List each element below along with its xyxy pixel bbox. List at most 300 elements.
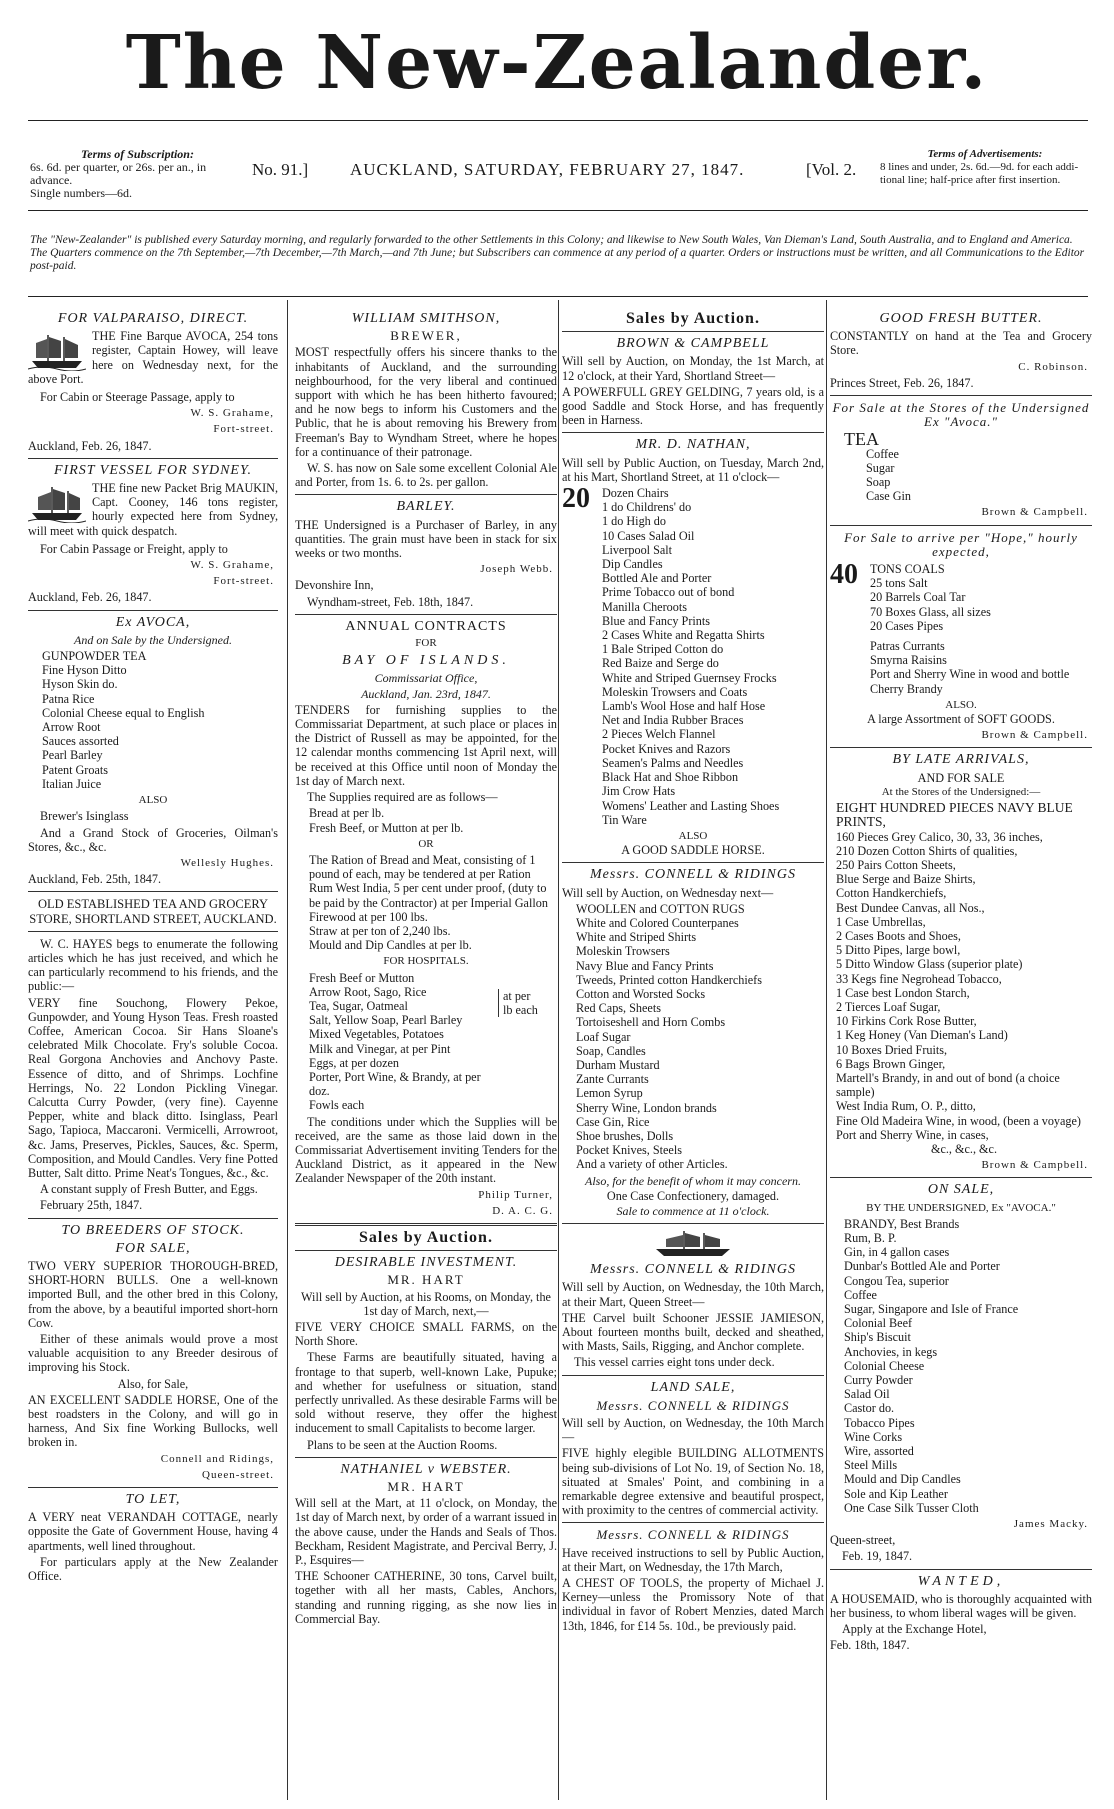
list-item: Navy Blue and Fancy Prints	[576, 958, 714, 973]
list-item: Best Dundee Canvas, all Nos.,	[836, 900, 985, 915]
list-item: TONS COALS	[870, 562, 945, 577]
bracket-label: lb each	[503, 1002, 538, 1017]
list-item: &c., &c., &c.	[931, 1141, 997, 1156]
avoca-heading: Ex AVOCA,	[115, 614, 191, 630]
list-item: Dozen Chairs	[602, 486, 669, 501]
list-item: 6 Bags Brown Ginger,	[836, 1056, 946, 1071]
sydney-heading: FIRST VESSEL FOR SYDNEY.	[54, 462, 252, 478]
divider	[830, 525, 1092, 526]
nathan-heading: MR. D. NATHAN,	[635, 437, 751, 453]
tools-text: Have received instructions to sell by Public Auction, at their Mart, on Wednesday, the 17th March,	[562, 1545, 824, 1574]
barley-address-2: Wyndham-street, Feb. 18th, 1847.	[307, 594, 474, 609]
list-item: Sugar	[866, 460, 895, 475]
contracts-place: BAY OF ISLANDS.	[342, 653, 510, 669]
list-item: Prime Tobacco out of bond	[602, 585, 735, 600]
breeders-text-3: AN EXCELLENT SADDLE HORSE, One of the best roadsters in the Colony, and will go in harness, And Six fine Working Bullocks, well broken in.	[28, 1392, 278, 1450]
list-item: Shoe brushes, Dolls	[576, 1128, 674, 1143]
list-item: Mixed Vegetables, Potatoes	[309, 1027, 444, 1042]
contracts-title: D. A. C. G.	[492, 1204, 553, 1217]
tools-text-2: A CHEST OF TOOLS, the property of Michael J. Kerney—unless the Promissory Note of that individual in favor of Robert Menzies, dated March 13th, 1846, for £14 5s. 10d., be previously paid.	[562, 1576, 824, 1633]
list-item: Dip Candles	[602, 557, 663, 572]
list-item: Colonial Beef	[844, 1316, 913, 1331]
list-item: Fine Hyson Ditto	[42, 663, 127, 678]
advertisement-line-2: tional line; half-price after first insertion.	[880, 174, 1061, 186]
breeders-also: Also, for Sale,	[117, 1376, 189, 1391]
land-sale-text-2: FIVE highly elegible BUILDING ALLOTMENTS being sub-divisions of Lot No. 19, of Section No. 18, situated at Smales' Point, and combining in a remarkable degree extensive and beautiful prospect, with proximity to the centres of commercial activity.	[562, 1446, 824, 1518]
sydney-date: Auckland, Feb. 26, 1847.	[28, 590, 152, 605]
on-sale-sub: BY THE UNDERSIGNED, Ex "AVOCA."	[866, 1201, 1056, 1214]
connell-heading-2: Messrs. CONNELL & RIDINGS	[590, 1262, 796, 1278]
barley-address-1: Devonshire Inn,	[295, 578, 374, 593]
list-item: Tweeds, Printed cotton Handkerchiefs	[576, 972, 762, 987]
list-item: Anchovies, in kegs	[844, 1344, 938, 1359]
list-item: BRANDY, Best Brands	[844, 1216, 960, 1231]
late-arrivals-items	[836, 801, 1092, 1156]
list-item: Pearl Barley	[42, 748, 103, 763]
list-item: Durham Mustard	[576, 1057, 660, 1072]
list-item: Bread at per lb.	[309, 806, 385, 821]
hospitals-heading: FOR HOSPITALS.	[383, 955, 469, 968]
list-item: Arrow Root	[42, 720, 101, 735]
list-item: Case Gin	[866, 489, 912, 504]
connell-time: Sale to commence at 11 o'clock.	[616, 1203, 770, 1218]
divider	[28, 1487, 278, 1488]
grocery-date: February 25th, 1847.	[40, 1198, 143, 1213]
list-item: Coffee	[866, 446, 899, 461]
column-rule-2	[558, 300, 559, 1800]
connell-heading-3: Messrs. CONNELL & RIDINGS	[596, 1527, 790, 1543]
divider	[830, 747, 1092, 748]
list-item: Ship's Biscuit	[844, 1330, 911, 1345]
avoca-date: Auckland, Feb. 25th, 1847.	[28, 872, 162, 887]
divider	[562, 432, 824, 433]
ship-icon	[28, 483, 86, 523]
contracts-items	[309, 806, 557, 834]
sydney-apply: For Cabin Passage or Freight, apply to	[40, 541, 228, 556]
schooner-text: THE Carvel built Schooner JESSIE JAMIESON, About fourteen months built, decked and sheathed, with Masts, Sails, Rigging, and Anchor complete.	[562, 1310, 824, 1354]
contracts-office: Commissariat Office,	[374, 671, 478, 686]
list-item: Mould and Dip Candles at per lb.	[309, 938, 472, 953]
list-item: Tin Ware	[602, 812, 647, 827]
column-rule-3	[826, 300, 827, 1800]
list-item: WOOLLEN and COTTON RUGS	[576, 901, 745, 916]
list-item: Steel Mills	[844, 1458, 898, 1473]
list-item: Fine Old Madeira Wine, in wood, (been a voyage)	[836, 1113, 1081, 1128]
on-sale-signature: James Macky.	[1013, 1518, 1088, 1531]
list-item: 250 Pairs Cotton Sheets,	[836, 857, 956, 872]
hope-signature: Brown & Campbell.	[981, 729, 1088, 742]
list-item: Sauces assorted	[42, 734, 119, 749]
connell-items	[576, 902, 824, 1172]
avoca-stores-items	[844, 429, 1092, 504]
list-item: Straw at per ton of 2,240 lbs.	[309, 923, 451, 938]
list-item: Colonial Cheese equal to English	[42, 705, 205, 720]
divider	[562, 862, 824, 863]
contracts-conditions: The conditions under which the Supplies will be received, are the same as those laid down in the Commissariat Advertisement inviting Tenders for the Auckland District, as it appeared in the New Zealander Newspaper of the 20th instant.	[295, 1114, 557, 1186]
list-item: 2 Pieces Welch Flannel	[602, 727, 716, 742]
valparaiso-heading: FOR VALPARAISO, DIRECT.	[57, 311, 249, 326]
list-item: Patna Rice	[42, 691, 95, 706]
list-item: 10 Boxes Dried Fruits,	[836, 1042, 948, 1057]
list-item: 20 Cases Pipes	[870, 618, 944, 633]
connell-confectionery: One Case Confectionery, damaged.	[606, 1188, 780, 1203]
list-item: 1 do Childrens' do	[602, 500, 692, 515]
list-item: EIGHT HUNDRED PIECES NAVY BLUE PRINTS,	[836, 800, 1073, 830]
nathan-items	[602, 486, 824, 827]
wanted-apply: Apply at the Exchange Hotel,	[842, 1622, 987, 1637]
list-item: Blue Serge and Baize Shirts,	[836, 872, 976, 887]
bracket-label: at per	[503, 988, 531, 1003]
investment-farms: FIVE VERY CHOICE SMALL FARMS, on the North Shore.	[295, 1320, 557, 1349]
connell-heading-1: Messrs. CONNELL & RIDINGS	[590, 867, 796, 883]
list-item: Tobacco Pipes	[844, 1415, 915, 1430]
list-item: Blue and Fancy Prints	[602, 613, 710, 628]
list-item: 1 Case Umbrellas,	[836, 914, 926, 929]
list-item: White and Colored Counterpanes	[576, 915, 739, 930]
sydney-text: THE fine new Packet Brig MAUKIN, Capt. Cooney, 146 tons register, hourly expected here from Sydney, will meet with quick despatch.	[28, 481, 278, 538]
list-item: 1 do High do	[602, 514, 666, 529]
list-item: Manilla Cheroots	[602, 599, 687, 614]
list-item: Colonial Cheese	[844, 1358, 925, 1373]
list-item: Mould and Dip Candles	[844, 1472, 961, 1487]
advertisement-heading: Terms of Advertisements:	[927, 148, 1043, 160]
list-item: Milk and Vinegar, at per Pint	[309, 1041, 451, 1056]
on-sale-items	[844, 1217, 1092, 1515]
divider	[562, 1223, 824, 1224]
connell-text-1: Will sell by Auction, on Wednesday next—	[562, 885, 774, 900]
gelding-text-2: A POWERFULL GREY GELDING, 7 years old, is a good Saddle and Stock Horse, and has frequently been in Harness.	[562, 384, 824, 428]
valparaiso-address: Fort-street.	[213, 423, 274, 436]
list-item: Arrow Root, Sago, Rice	[309, 984, 427, 999]
list-item: 1 Bale Striped Cotton do	[602, 642, 724, 657]
list-item: And a variety of other Articles.	[576, 1157, 728, 1172]
list-item: GUNPOWDER TEA	[42, 649, 147, 664]
divider	[295, 494, 557, 495]
list-item: Moleskin Trowsers and Coats	[602, 684, 748, 699]
investment-plans: Plans to be seen at the Auction Rooms.	[307, 1437, 498, 1452]
contracts-signature: Philip Turner,	[478, 1188, 553, 1201]
butter-signature: C. Robinson.	[1018, 360, 1088, 373]
list-item: Soap	[866, 475, 891, 490]
list-item: 5 Ditto Pipes, large bowl,	[836, 943, 961, 958]
subscription-line-1: 6s. 6d. per quarter, or 26s. per an., in advance.	[30, 160, 207, 187]
list-item: Martell's Brandy, in and out of bond (a choice sample)	[836, 1070, 1060, 1100]
list-item: Wire, assorted	[844, 1444, 914, 1459]
list-item: 1 Keg Honey (Van Dieman's Land)	[836, 1028, 1008, 1043]
divider	[830, 1177, 1092, 1178]
contracts-items-2	[309, 853, 557, 952]
to-let-text: A VERY neat VERANDAH COTTAGE, nearly opposite the Gate of Government House, having 4 apartments, well lined throughout.	[28, 1510, 278, 1553]
valparaiso-apply: For Cabin or Steerage Passage, apply to	[40, 390, 235, 405]
list-item: 10 Firkins Cork Rose Butter,	[836, 1014, 977, 1029]
land-sale-auctioneer: Messrs. CONNELL & RIDINGS	[596, 1397, 790, 1413]
list-item: Eggs, at per dozen	[309, 1055, 400, 1070]
barley-signature: Joseph Webb.	[480, 563, 553, 576]
smithson-heading: WILLIAM SMITHSON,	[351, 311, 501, 326]
brown-campbell-heading: BROWN & CAMPBELL	[616, 336, 770, 352]
grocery-list: VERY fine Souchong, Flowery Pekoe, Gunpowder, and Young Hyson Teas. Fresh roasted Coffee, American Cocoa. Sir Hans Sloane's celebrated Milk Chocolate. Fry's soluble Cocoa. Real Gorgona Anchovies and Anchovy Paste. Essence of ditto, and of Shrimps. Lochfine Herrings, No. 22 London Pickling Vinegar. Calcutta Curry Powder, (very fine). Cayenne Pepper, white and black ditto. Isinglass, Pearl Sago, Tapioca, Maccaroni. Vermicelli, Arrowroot, &c. Jams, Preserves, Pickles, Sauces, &c. Sperm, Composition, and Mould Candles. Very fine Potted Butter, Salt ditto. Prime Neat's Tongues, &c., &c.	[28, 995, 278, 1180]
list-item: West India Rum, O. P., ditto,	[836, 1099, 976, 1114]
column-rule-1	[287, 300, 288, 1800]
list-item: 20 Barrels Coal Tar	[870, 590, 966, 605]
list-item: Bottled Ale and Porter	[602, 571, 712, 586]
hope-number: 40	[830, 559, 858, 591]
nathan-also: ALSO	[678, 829, 708, 842]
divider	[295, 1223, 557, 1226]
list-item: 160 Pieces Grey Calico, 30, 33, 36 inches,	[836, 829, 1043, 844]
connell-also: Also, for the benefit of whom it may concern.	[585, 1173, 801, 1188]
list-item: 5 Ditto Window Glass (superior plate)	[836, 957, 1023, 972]
list-item: Patras Currants	[870, 639, 945, 654]
breeders-heading: TO BREEDERS OF STOCK.	[61, 1222, 245, 1238]
notice-rule	[28, 296, 1088, 297]
list-item: Cotton and Worsted Socks	[576, 986, 706, 1001]
list-item: Curry Powder	[844, 1373, 913, 1388]
contracts-text: TENDERS for furnishing supplies to the Commissariat Department, at such place or places in the District of Russell as may be appointed, for the 12 calendar months commencing 1st April next, will be received at this Office until noon of Monday the 1st day of March next.	[295, 702, 557, 788]
investment-text-3: These Farms are beautifully situated, having a frontage to that superb, well-known Lake, Pupuke; and whether for usefulness or situation, stand perfectly unrivalled. As these desirable Farms will be sold without reserve, they offer the highest inducement to small Capitalists to become larger.	[295, 1350, 557, 1436]
barley-text: THE Undersigned is a Purchaser of Barley, in any quantities. The grain must have been in stack for six weeks or two months.	[295, 517, 557, 561]
late-arrivals-at: At the Stores of the Undersigned:—	[881, 785, 1041, 798]
advertisement-line-1: 8 lines and under, 2s. 6d.—9d. for each addi-	[880, 161, 1079, 173]
list-item: Port and Sherry Wine, in cases,	[836, 1127, 989, 1142]
late-arrivals-sub: AND FOR SALE	[917, 770, 1005, 785]
column-3	[562, 308, 824, 1798]
breeders-for-sale: FOR SALE,	[115, 1240, 191, 1256]
list-item: Case Gin, Rice	[576, 1114, 650, 1129]
hope-heading: For Sale to arrive per "Hope," hourly expected,	[844, 529, 1078, 559]
schooner-text-2: This vessel carries eight tons under deck.	[574, 1355, 775, 1370]
divider	[28, 891, 278, 892]
list-item: Tortoiseshell and Horn Combs	[576, 1015, 726, 1030]
list-item: Salt, Yellow Soap, Pearl Barley	[309, 1013, 463, 1028]
butter-heading: GOOD FRESH BUTTER.	[879, 311, 1043, 326]
list-item: Smyrna Raisins	[870, 653, 947, 668]
list-item: Jim Crow Hats	[602, 784, 676, 799]
list-item: Soap, Candles	[576, 1043, 646, 1058]
list-item: Tea, Sugar, Oatmeal	[309, 998, 408, 1013]
grocery-supply: A constant supply of Fresh Butter, and Eggs.	[40, 1182, 258, 1197]
list-item: Loaf Sugar	[576, 1029, 631, 1044]
nathan-number: 20	[562, 483, 590, 515]
divider	[28, 610, 278, 611]
column-4	[830, 308, 1092, 1798]
list-item: Black Hat and Shoe Ribbon	[602, 770, 739, 785]
list-item: 210 Dozen Cotton Shirts of qualities,	[836, 843, 1018, 858]
avoca-signature: Wellesly Hughes.	[180, 856, 274, 869]
list-item: Sherry Wine, London brands	[576, 1100, 717, 1115]
list-item: Lamb's Wool Hose and half Hose	[602, 699, 766, 714]
webster-text: Will sell at the Mart, at 11 o'clock, on Monday, the 1st day of March next, by order of a warrant issued in the above cause, under the Hands and Seals of Thos. Beckham, Resident Magistrate, and Percival Berry, J. P., Esquires—	[295, 1496, 557, 1568]
list-item: Fresh Beef, or Mutton at per lb.	[309, 820, 464, 835]
list-item: Cherry Brandy	[870, 681, 943, 696]
list-item: Gin, in 4 gallon cases	[844, 1245, 950, 1260]
subscription-heading: Terms of Subscription:	[81, 147, 194, 161]
list-item: Womens' Leather and Lasting Shoes	[602, 798, 780, 813]
late-arrivals-signature: Brown & Campbell.	[981, 1159, 1088, 1172]
list-item: 33 Kegs fine Negrohead Tobacco,	[836, 971, 1002, 986]
list-item: One Case Silk Tusser Cloth	[844, 1500, 979, 1515]
list-item: 2 Cases Boots and Shoes,	[836, 928, 961, 943]
ship-icon	[648, 1229, 738, 1259]
barley-heading: BARLEY.	[396, 499, 456, 515]
hope-also: ALSO.	[945, 698, 977, 711]
contracts-or: OR	[418, 837, 434, 850]
dateline: AUCKLAND, SATURDAY, FEBRUARY 27, 1847.	[350, 160, 745, 179]
wanted-date: Feb. 18th, 1847.	[830, 1638, 910, 1653]
nathan-horse: A GOOD SADDLE HORSE.	[621, 843, 765, 858]
avoca-subheading: And on Sale by the Undersigned.	[74, 632, 232, 647]
list-item: Coffee	[844, 1287, 877, 1302]
list-item: Sugar, Singapore and Isle of France	[844, 1302, 1019, 1316]
land-sale-text: Will sell by Auction, on Wednesday, the 10th March—	[562, 1416, 824, 1445]
list-item: 10 Cases Salad Oil	[602, 528, 695, 543]
wanted-text: A HOUSEMAID, who is thoroughly acquainted with her business, to whom liberal wages will be given.	[830, 1591, 1092, 1621]
list-item: Congou Tea, superior	[844, 1273, 949, 1288]
to-let-heading: TO LET,	[125, 1492, 181, 1508]
investment-heading: DESIRABLE INVESTMENT.	[334, 1255, 518, 1271]
gelding-text: Will sell by Auction, on Monday, the 1st March, at 12 o'clock, at their Yard, Shortland Street—	[562, 354, 824, 383]
breeders-text: TWO VERY SUPERIOR THOROUGH-BRED, SHORT-HORN BULLS. One a well-known imported Bull, and the other bred in this Colony, from the above, by a beautiful imported short-horn Cow.	[28, 1258, 278, 1330]
avoca-stores-signature: Brown & Campbell.	[981, 506, 1088, 519]
hope-soft-goods: A large Assortment of SOFT GOODS.	[867, 712, 1055, 727]
publication-notice: The "New-Zealander" is published every Saturday morning, and regularly forwarded to the other Settlements in this Colony; and likewise to New South Wales, Van Dieman's Land, South Australia, and to England and America. The Quarters commence on the 7th September,—7th December,—7th March,—and 7th June; but Subscribers can commence at any period of a quarter. Orders or instructions must be written, and all Communications to the Editor post-paid.	[30, 234, 1085, 272]
list-item: Rum West India, 5 per cent under proof, (duty to be paid by the Contractor) at per Imperial Gallon	[309, 881, 548, 910]
list-item: Red Baize and Serge do	[602, 656, 719, 671]
breeders-text-2: Either of these animals would prove a most valuable acquisition to any Breeder desirous of improving his Stock.	[28, 1332, 278, 1375]
list-item: Sole and Kip Leather	[844, 1486, 948, 1501]
list-item: Dunbar's Bottled Ale and Porter	[844, 1259, 1000, 1274]
list-item: Fowls each	[309, 1098, 365, 1113]
list-item: Italian Juice	[42, 776, 102, 791]
contracts-for: FOR	[415, 637, 437, 650]
divider	[295, 1457, 557, 1458]
land-sale-heading: LAND SALE,	[650, 1379, 736, 1395]
subscription-line-2: Single numbers—6d.	[30, 186, 132, 200]
hart-name: MR. HART	[387, 1272, 465, 1288]
list-item: Firewood at per 100 lbs.	[309, 909, 428, 924]
list-item: Port and Sherry Wine in wood and bottle	[870, 667, 1070, 682]
grocery-heading: OLD ESTABLISHED TEA AND GROCERY STORE, SHORTLAND STREET, AUCKLAND.	[29, 897, 277, 926]
volume-number: [Vol. 2.	[806, 160, 857, 179]
wanted-heading: WANTED,	[917, 1573, 1005, 1589]
divider	[295, 1250, 557, 1251]
list-item: 25 tons Salt	[870, 576, 928, 591]
breeders-signature: Connell and Ridings,	[160, 1452, 274, 1465]
connell-text-2: Will sell by Auction, on Wednesday, the 10th March, at their Mart, Queen Street—	[562, 1280, 824, 1309]
column-1	[28, 308, 278, 1798]
hospitals-bracket	[498, 989, 553, 1017]
masthead-rule	[28, 120, 1088, 121]
avoca-more-2: And a Grand Stock of Groceries, Oilman's Stores, &c., &c.	[28, 825, 278, 854]
divider	[28, 458, 278, 459]
smithson-text: MOST respectfully offers his sincere thanks to the inhabitants of Auckland, and the surrounding neighbourhood, for the very liberal and continued support with which he has been hitherto favoured; and he now begs to inform his Customers and the Public, that he is about removing his Brewery from Freeman's Bay to Wyndham Street, where he hopes for a continuance of their patronage.	[295, 345, 557, 459]
auction-heading: Sales by Auction.	[626, 310, 760, 327]
list-item: Seamen's Palms and Needles	[602, 755, 744, 770]
sydney-signature: W. S. Grahame,	[190, 559, 274, 572]
divider	[562, 1522, 824, 1523]
advertisement-terms	[880, 148, 1090, 208]
issue-number: No. 91.]	[252, 160, 309, 179]
hart-name-2: MR. HART	[387, 1479, 465, 1495]
avoca-also: ALSO	[138, 794, 168, 807]
list-item: Red Caps, Sheets	[576, 1001, 661, 1016]
avoca-stores-heading: For Sale at the Stores of the Undersigned Ex "Avoca."	[832, 400, 1090, 430]
list-item: Zante Currants	[576, 1072, 649, 1087]
contracts-office-date: Auckland, Jan. 23rd, 1847.	[361, 686, 491, 701]
late-arrivals-heading: BY LATE ARRIVALS,	[892, 752, 1030, 768]
avoca-more: Brewer's Isinglass	[40, 809, 129, 824]
valparaiso-date: Auckland, Feb. 26, 1847.	[28, 438, 152, 453]
list-item: Cotton Handkerchiefs,	[836, 886, 947, 901]
on-sale-date: Feb. 19, 1847.	[842, 1549, 913, 1564]
butter-text: CONSTANTLY on hand at the Tea and Grocery Store.	[830, 329, 1092, 358]
list-item: TEA	[844, 429, 879, 450]
list-item: Lemon Syrup	[576, 1086, 643, 1101]
divider	[830, 1569, 1092, 1570]
webster-schooner: THE Schooner CATHERINE, 30 tons, Carvel built, together with all her masts, Cables, Anchors, standing and running rigging, as she now lies in Commercial Bay.	[295, 1569, 557, 1626]
hope-items	[870, 562, 1092, 696]
butter-date: Princes Street, Feb. 26, 1847.	[830, 375, 974, 390]
smithson-text-2: W. S. has now on Sale some excellent Colonial Ale and Porter, from 1s. 6. to 2s. per gallon.	[295, 461, 557, 490]
list-item: Patent Groats	[42, 762, 109, 777]
divider	[562, 331, 824, 332]
avoca-items	[42, 649, 278, 791]
on-sale-heading: ON SALE,	[927, 1182, 995, 1198]
list-item: 2 Tierces Loaf Sugar,	[836, 999, 941, 1014]
divider	[295, 614, 557, 615]
list-item: Salad Oil	[844, 1387, 890, 1402]
header-rule	[28, 210, 1088, 211]
divider	[830, 395, 1092, 396]
valparaiso-text: THE Fine Barque AVOCA, 254 tons register, Captain Howey, will leave here on Wednesday next, for the above Port.	[28, 329, 278, 386]
list-item: 2 Cases White and Regatta Shirts	[602, 628, 765, 643]
auction-heading: Sales by Auction.	[359, 1228, 493, 1246]
divider	[28, 931, 278, 932]
smithson-subheading: BREWER,	[390, 328, 462, 344]
masthead-title: The New-Zealander.	[125, 20, 989, 106]
list-item: 70 Boxes Glass, all sizes	[870, 604, 991, 619]
breeders-address: Queen-street.	[202, 1468, 274, 1481]
list-item: Hyson Skin do.	[42, 677, 118, 692]
list-item: Porter, Port Wine, & Brandy, at per doz.	[309, 1069, 481, 1099]
nathan-text: Will sell by Public Auction, on Tuesday, March 2nd, at his Mart, Shortland Street, at 11 o'clock—	[562, 455, 824, 484]
contracts-heading: ANNUAL CONTRACTS	[345, 618, 507, 634]
list-item: White and Striped Guernsey Frocks	[602, 670, 777, 685]
contracts-required: The Supplies required are as follows—	[307, 790, 498, 805]
on-sale-address: Queen-street,	[830, 1533, 896, 1548]
webster-heading: NATHANIEL v WEBSTER.	[340, 1461, 512, 1477]
list-item: Fresh Beef or Mutton	[309, 970, 415, 985]
list-item: Castor do.	[844, 1401, 895, 1416]
investment-text: Will sell by Auction, at his Rooms, on Monday, the 1st day of March, next,—	[301, 1289, 551, 1318]
list-item: Pocket Knives and Razors	[602, 741, 731, 756]
list-item: Rum, B. P.	[844, 1230, 897, 1245]
subscription-terms	[30, 148, 245, 208]
grocery-intro: W. C. HAYES begs to enumerate the following articles which he has just received, and which he can particularly recommend to his friends, and the public:—	[28, 936, 278, 994]
to-let-text-2: For particulars apply at the New Zealander Office.	[28, 1554, 278, 1584]
ship-icon	[28, 331, 86, 371]
list-item: Moleskin Trowsers	[576, 944, 670, 959]
list-item: Wine Corks	[844, 1429, 903, 1444]
hospitals-block	[295, 971, 557, 1113]
list-item: Net and India Rubber Braces	[602, 713, 744, 728]
valparaiso-signature: W. S. Grahame,	[190, 407, 274, 420]
hospitals-items	[309, 971, 497, 1113]
list-item: Liverpool Salt	[602, 542, 673, 557]
divider	[28, 1218, 278, 1219]
sydney-address: Fort-street.	[213, 575, 274, 588]
column-2	[295, 308, 557, 1798]
